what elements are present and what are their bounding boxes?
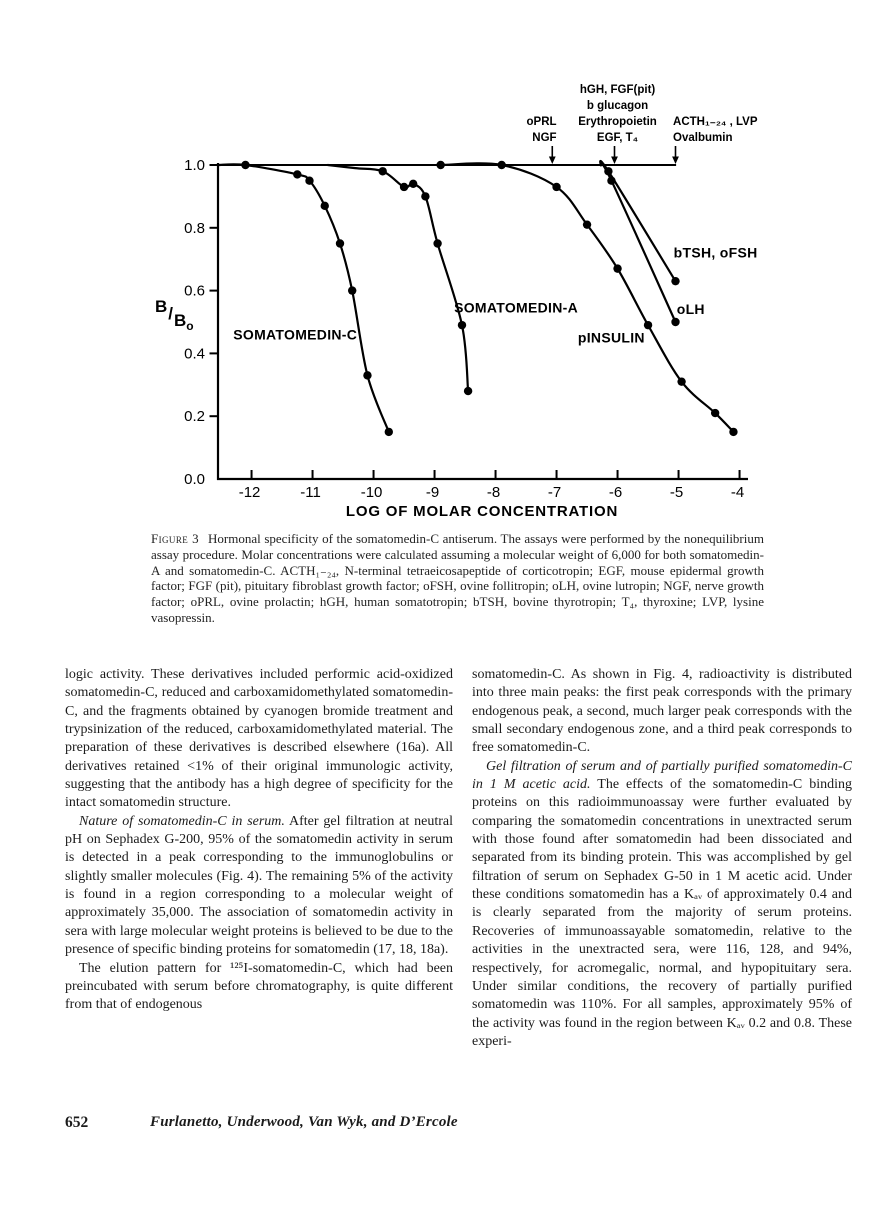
paragraph-lead-italic: Nature of somatomedin-C in serum. (79, 813, 285, 829)
x-tick-label: -11 (300, 484, 321, 501)
annotation-label: Ovalbumin (673, 132, 733, 144)
annotation-label: hGH, FGF(pit) (579, 84, 656, 96)
x-tick-label: -12 (238, 484, 261, 501)
data-point (363, 371, 371, 379)
data-point (671, 318, 679, 326)
data-point (305, 177, 313, 185)
data-point (385, 428, 393, 436)
x-tick-label: -5 (669, 484, 684, 501)
paragraph-text: logic activity. These derivatives included performic acid-oxidized somatomedin-C, reduced and carboxamidomethylated somatomedin-C, and the fragments obtained by cyanogen bromide treatment and trypsinization of the reduced, carboxamidomethylated material. The preparation of these derivatives is described elsewhere (16a). All derivatives retained <1% of their original immunologic activity, suggesting that the antibody has a high degree of specificity for the intact somatomedin structure. (65, 667, 453, 811)
data-point (348, 286, 356, 294)
data-point (436, 161, 444, 169)
figure-caption (151, 531, 764, 626)
data-point (613, 264, 621, 272)
y-axis-title: $B/B_o$ (155, 297, 194, 333)
x-tick-label: -7 (547, 484, 562, 501)
figure3-chart (0, 0, 890, 530)
paragraph-lead-italic: Gel filtration of serum and of partially purified somatomedin-C in 1 M acetic acid. (472, 758, 852, 793)
data-point (241, 161, 249, 169)
data-point (583, 220, 591, 228)
x-tick-label: -9 (425, 484, 440, 501)
y-tick-label: 0.8 (184, 219, 205, 237)
data-point (336, 239, 344, 247)
paragraph-text: After gel filtration at neutral pH on Sephadex G-200, 95% of the somatomedin activity in serum is detected in a peak corresponding to the immunoglobulins or slightly smaller molecules (Fig. 4). The remaining 5% of the activity is found in a region corresponding to a molecular weight of approximately 35,000. The association of somatomedin activity in sera with large molecular weight proteins is believed to be due to the presence of specific binding proteins for somatomedin (17, 18, 18a). (65, 813, 453, 958)
data-point (400, 183, 408, 191)
x-axis-title: LOG OF MOLAR CONCENTRATION (345, 503, 619, 520)
y-tick-label: 1.0 (184, 157, 205, 174)
y-tick-label: 0.0 (184, 471, 205, 488)
data-point (644, 321, 652, 329)
x-tick-label: -10 (360, 484, 383, 501)
paragraph (65, 813, 453, 960)
paragraph (472, 666, 852, 758)
annotation-label: ACTH₁₋₂₄ , LVP (673, 116, 758, 128)
data-point (433, 239, 441, 247)
data-point (409, 180, 417, 188)
annotation-label: b glucagon (586, 100, 649, 112)
paragraph-text: The effects of the somatomedin-C binding proteins on this radioimmunoassay were further evaluated by comparing the somatomedin concentrations in unextracted serum with those found after somatomedin had been dissociated and separated from its binding protein. This was accomplished by gel filtration of serum on Sephadex G-50 in 1 M acetic acid. Under these conditions somatomedin has a Kₐᵥ of approximately 0.4 and is clearly separated from the majority of serum proteins. Recoveries of immunoassayable somatomedin, relative to the activities in the unextracted sera, were 116, 128, and 94%, respectively, for acromegalic, normal, and hypopituitary sera. Under similar conditions, the recovery of partially purified somatomedin was 110%. For all samples, approximately 95% of the activity was found in the region between Kₐᵥ 0.2 and 0.8. These experi- (472, 777, 852, 1049)
data-point (379, 167, 387, 175)
body-column-left (65, 666, 453, 1015)
data-point (464, 387, 472, 395)
page-number: 652 (65, 1114, 89, 1131)
data-point (552, 183, 560, 191)
data-point (321, 202, 329, 210)
series-label: bTSH, oFSH (673, 244, 758, 261)
annotation-label: oPRL (526, 116, 557, 128)
series-curve-pINSULIN (441, 163, 734, 432)
running-authors: Furlanetto, Underwood, Van Wyk, and D’Ercole (150, 1114, 458, 1130)
figure-caption-label: Figure 3 (151, 531, 200, 546)
annotation-label: Erythropoietin (578, 116, 657, 128)
paragraph (65, 666, 453, 813)
x-tick-label: -6 (608, 484, 623, 501)
y-tick-label: 0.4 (184, 345, 205, 363)
series-curve-SOMATOMEDIN-C (218, 164, 389, 432)
series-label: oLH (676, 301, 705, 318)
down-arrow-icon (549, 157, 556, 165)
series-label: SOMATOMEDIN-C (233, 326, 358, 343)
annotation-label: EGF, T₄ (596, 132, 639, 144)
series-label: pINSULIN (577, 329, 645, 346)
series-curve-oLH (600, 164, 675, 322)
data-point (293, 170, 301, 178)
annotation-label: NGF (532, 132, 557, 144)
y-tick-label: 0.6 (184, 282, 205, 300)
down-arrow-icon (611, 157, 618, 165)
down-arrow-icon (672, 157, 679, 165)
paragraph-text: The elution pattern for ¹²⁵I-somatomedin-C, which had been preincubated with serum before chromatography, is quite different from that of endogenous (65, 960, 453, 1013)
data-point (677, 377, 685, 385)
y-tick-label: 0.2 (184, 408, 205, 426)
data-point (458, 321, 466, 329)
data-point (607, 177, 615, 185)
paragraph (472, 758, 852, 1052)
x-tick-label: -4 (730, 484, 745, 501)
series-label: SOMATOMEDIN-A (454, 299, 579, 316)
x-tick-label: -8 (486, 484, 501, 501)
data-point (711, 409, 719, 417)
paragraph (65, 960, 453, 1015)
data-point (729, 428, 737, 436)
data-point (671, 277, 679, 285)
body-column-right (472, 666, 852, 1051)
figure-caption-text: Hormonal specificity of the somatomedin-C antiserum. The assays were performed by the nonequilibrium assay procedure. Molar concentrations were calculated assuming a molecular weight of 6,000 for both somatomedin-A and somatomedin-C. ACTH₁₋₂₄, N-terminal tetraeicosapeptide of corticotropin; EGF, mouse epidermal growth factor; FGF (pit), pituitary fibroblast growth factor; oFSH, ovine follitropin; oLH, ovine lutropin; NGF, nerve growth factor; oPRL, ovine prolactin; hGH, human somatotropin; bTSH, bovine thyrotropin; T₄, thyroxine; LVP, lysine vasopressin. (151, 531, 764, 625)
data-point (497, 161, 505, 169)
data-point (421, 192, 429, 200)
paragraph-text: somatomedin-C. As shown in Fig. 4, radioactivity is distributed into three main peaks: the first peak corresponds with the primary endogenous peak, a second, much larger peak corresponds with the small secondary endogenous zone, and a third peak corresponds to free somatomedin-C. (472, 667, 852, 756)
